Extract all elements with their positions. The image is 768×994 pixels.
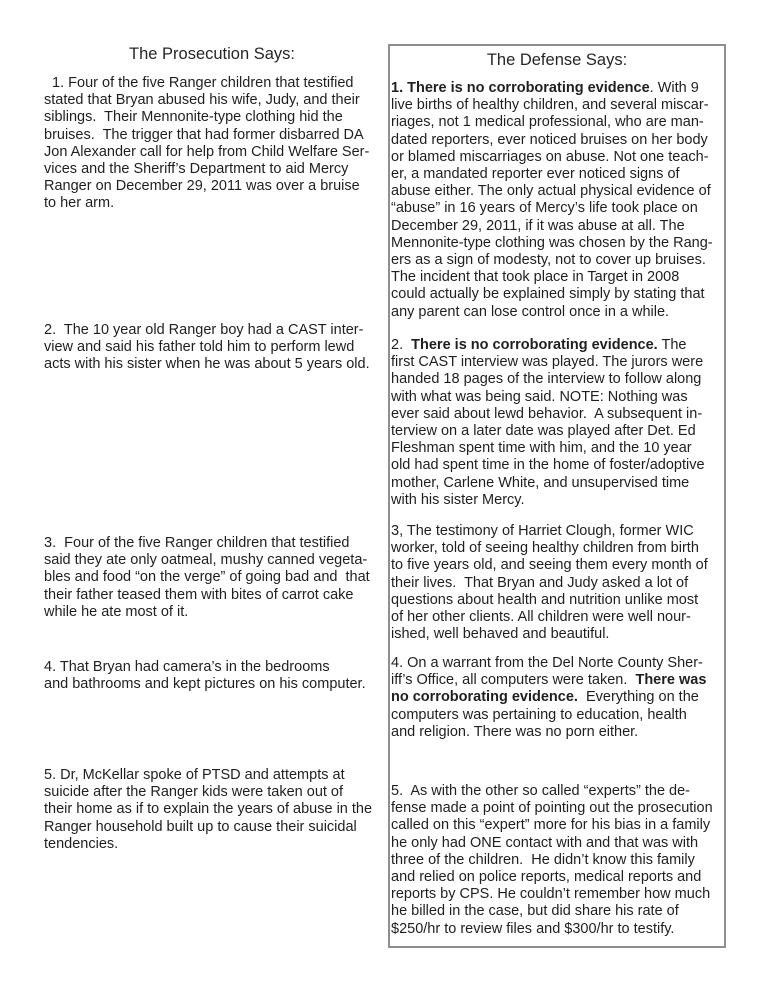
prosecution-item-3: 3. Four of the five Ranger children that testified said they ate only oatmeal, mushy canned vegeta- bles and food “on the verge” of going bad and that their father teased them with bites of carrot cake while he ate most of it. [44, 535, 370, 620]
prosecution-item-4: 4. That Bryan had camera’s in the bedrooms and bathrooms and kept pictures on his computer. [44, 659, 366, 693]
defense-item-2: 2. There is no corroborating evidence. The first CAST interview was played. The jurors were handed 18 pages of the interview to follow along with what was being said. NOTE: Nothing was ever said about lewd behavior. A subsequent in- terview on a later date was played after Det. Ed Fleshman spent time with him, and the 10 year old had spent time in the home of foster/adoptive mother, Carlene White, and unsupervised time with his sister Mercy. [391, 337, 705, 508]
defense-title: The Defense Says: [486, 51, 628, 69]
defense-item-1: 1. There is no corroborating evidence. With 9 live births of healthy children, and several miscar- riages, not 1 medical professional, who are man- dated reporters, ever noticed bruises on her body or blamed miscarriages on abuse. Not one teach- er, a mandated reporter ever noticed signs of abuse either. The only actual physical evidence of “abuse” in 16 years of Mercy’s life took place on December 29, 2011, if it was abuse at all. The Mennonite-type clothing was chosen by the Rang- ers as a sign of modesty, not to cover up bruises. The incident that took place in Target in 2008 could actually be explained simply by stating that any parent can lose control once in a while. [391, 80, 713, 320]
prosecution-item-1: 1. Four of the five Ranger children that testified stated that Bryan abused his wife, Judy, and their siblings. Their Mennonite-type clothing hid the bruises. The trigger that had former disbarred DA Jon Alexander call for help from Child Welfare Ser- vices and the Sheriff’s Department to aid Mercy Ranger on December 29, 2011 was over a bruise to her arm. [44, 75, 370, 212]
prosecution-item-2: 2. The 10 year old Ranger boy had a CAST inter- view and said his father told him to perform lewd acts with his sister when he was about 5 years old. [44, 322, 370, 373]
prosecution-title: The Prosecution Says: [129, 45, 295, 63]
prosecution-item-5: 5. Dr, McKellar spoke of PTSD and attempts at suicide after the Ranger kids were taken out of their home as if to explain the years of abuse in the Ranger household built up to cause their suicidal tendencies. [44, 767, 373, 852]
defense-column-box [388, 44, 726, 948]
defense-item-5: 5. As with the other so called “experts” the de- fense made a point of pointing out the prosecution called on this “expert” more for his bias in a family he only had ONE contact with and that was with three of the children. He didn’t know this family and relied on police reports, medical reports and reports by CPS. He couldn’t remember how much he billed in the case, but did share his rate of $250/hr to review files and $300/hr to testify. [391, 783, 713, 937]
defense-item-4: 4. On a warrant from the Del Norte County Sher- iff’s Office, all computers were taken. There was no corroborating evidence. Everything on the computers was pertaining to education, health and religion. There was no porn either. [391, 655, 707, 740]
defense-item-3: 3, The testimony of Harriet Clough, former WIC worker, told of seeing healthy children from birth to five years old, and seeing them every month of their lives. That Bryan and Judy asked a lot of questions about health and nutrition unlike most of her other clients. All children were well nour- ished, well behaved and beautiful. [391, 523, 708, 643]
